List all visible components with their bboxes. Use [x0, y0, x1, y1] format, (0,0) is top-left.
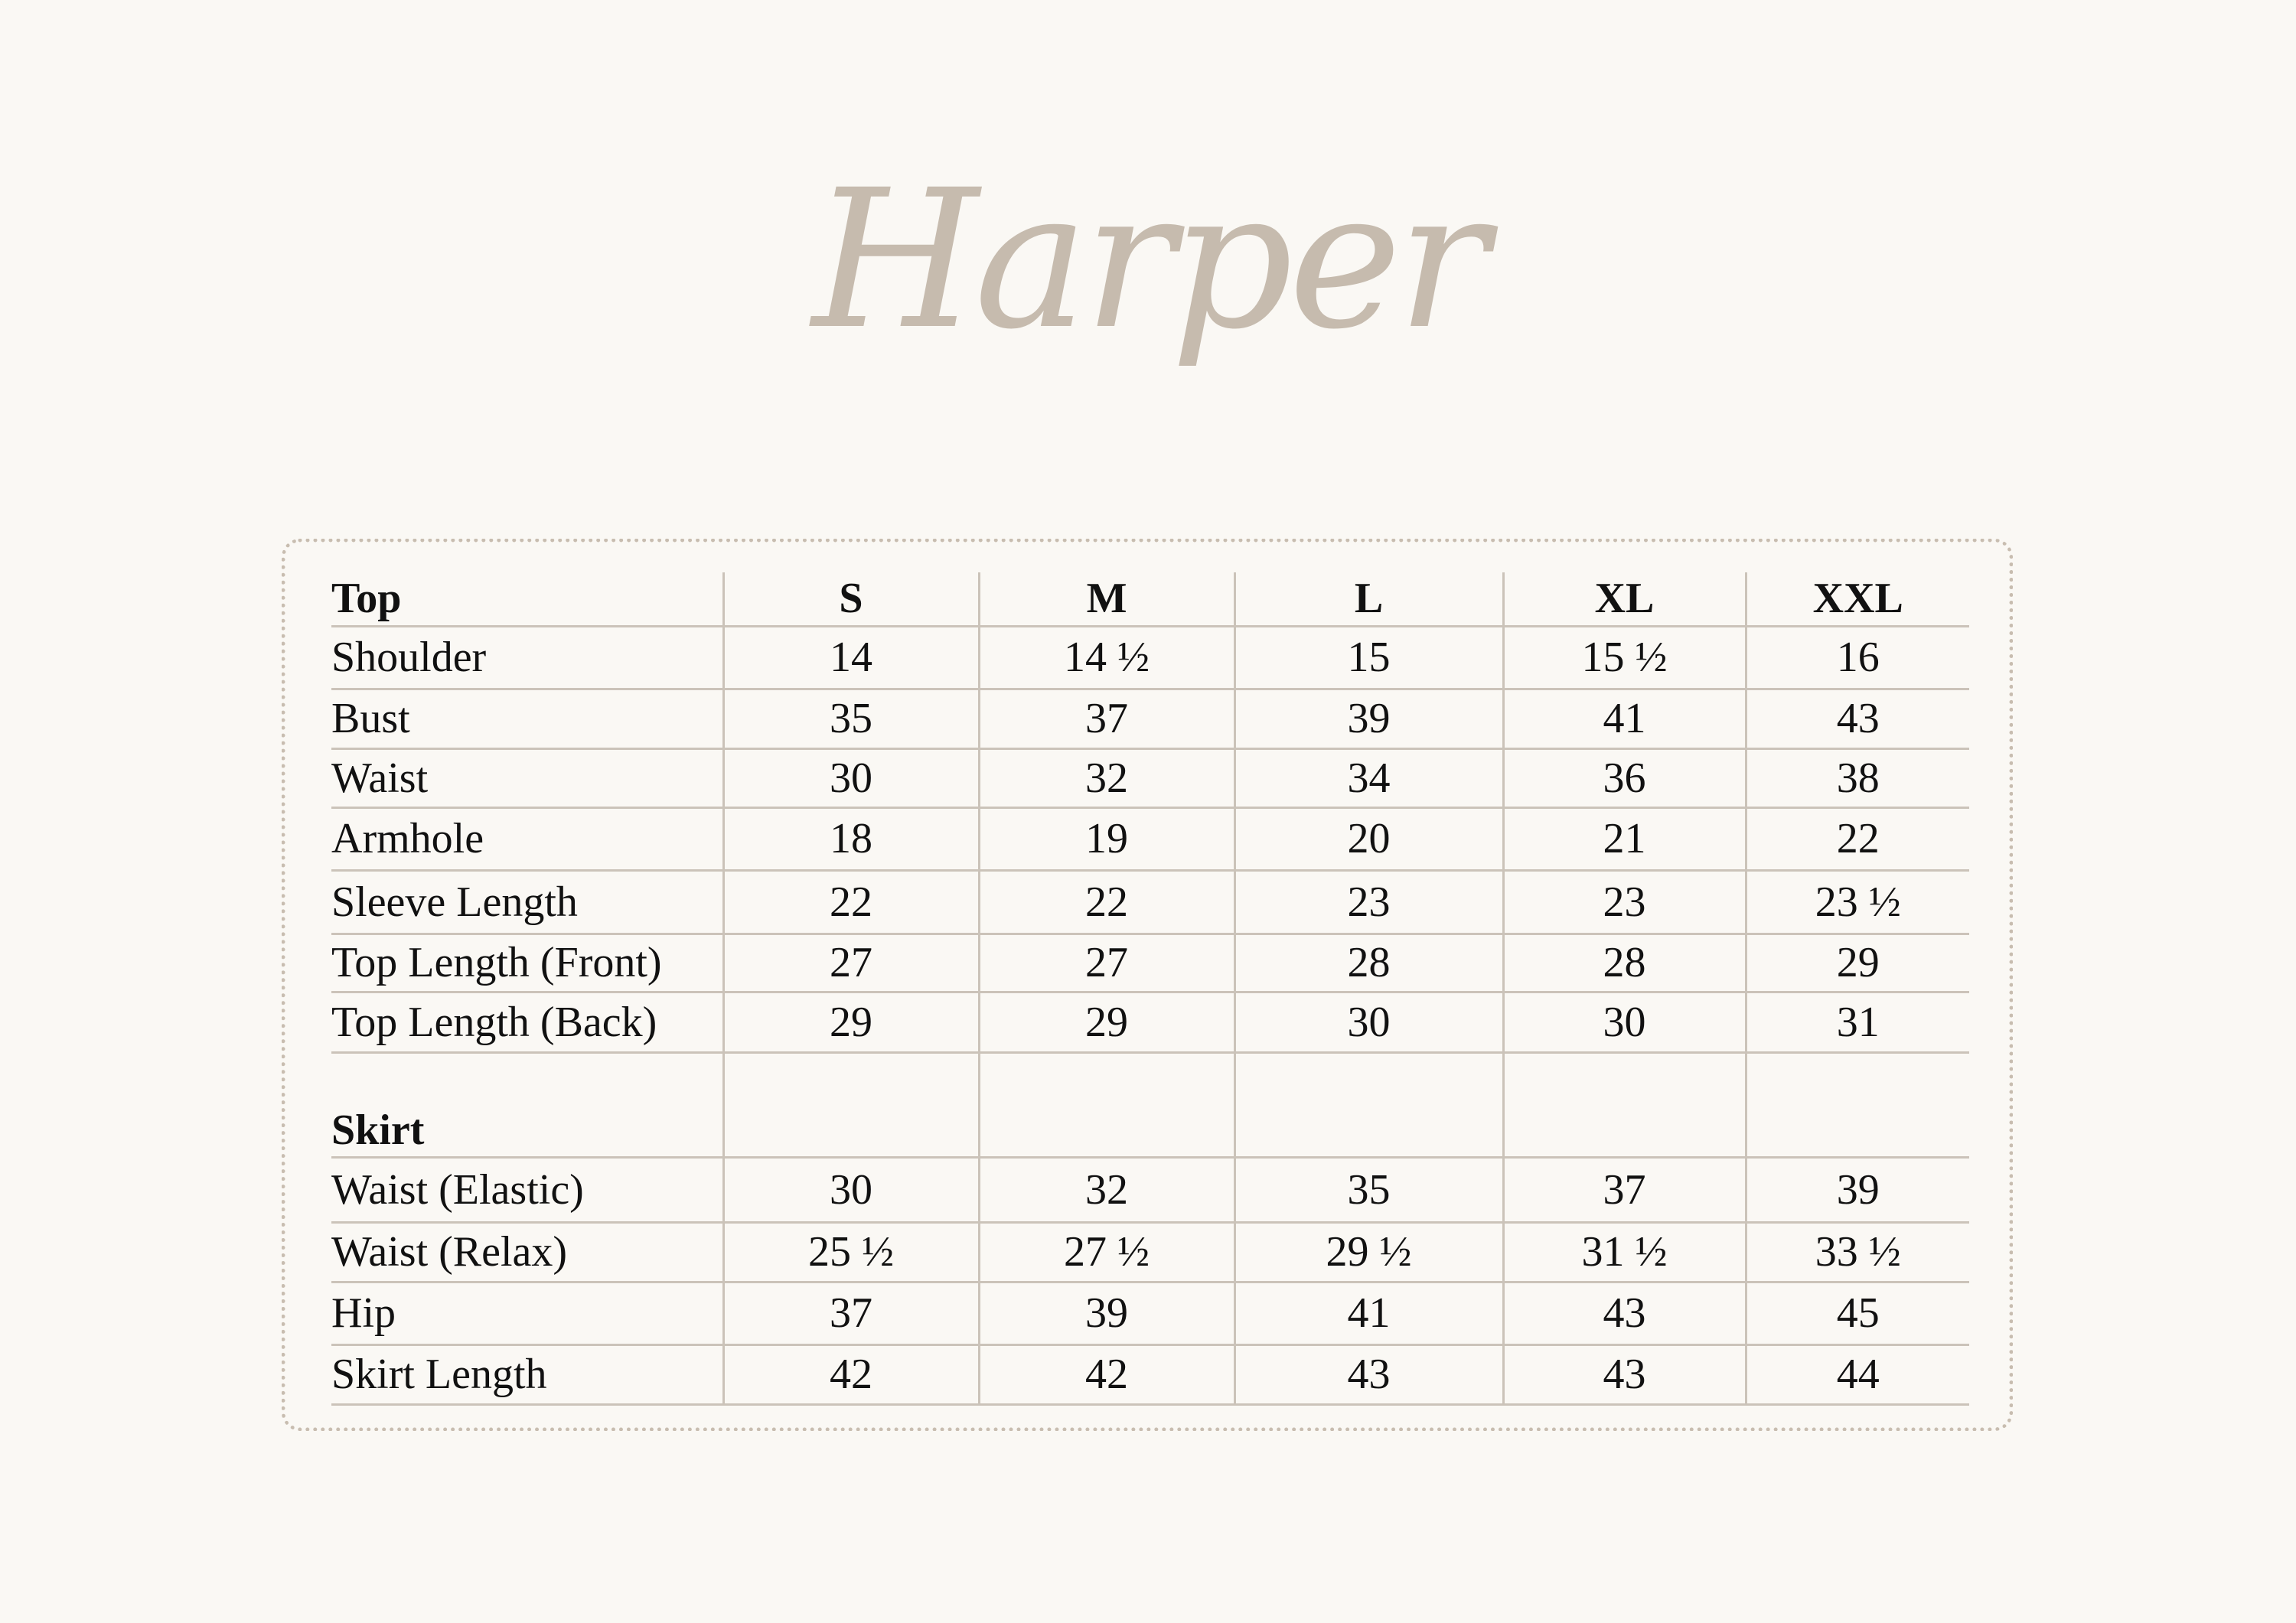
measurement-value-xxl: 31 [1746, 992, 1969, 1052]
measurement-value-m: 14 ½ [979, 626, 1234, 689]
page-title: Harper [811, 148, 1485, 371]
table-row [331, 1282, 1969, 1344]
measurement-value-m: 32 [979, 748, 1234, 807]
size-header-s: S [723, 572, 979, 626]
section-heading-skirt: Skirt [331, 1052, 723, 1157]
empty-cell [1746, 1052, 1969, 1157]
measurement-value-xxl: 43 [1746, 689, 1969, 748]
measurement-label: Hip [331, 1282, 723, 1344]
measurement-value-l: 20 [1234, 807, 1503, 870]
measurement-value-xl: 21 [1503, 807, 1746, 870]
measurement-value-l: 34 [1234, 748, 1503, 807]
size-chart-table [331, 572, 1969, 1406]
measurement-value-m: 37 [979, 689, 1234, 748]
measurement-value-s: 22 [723, 870, 979, 934]
measurement-value-xl: 37 [1503, 1157, 1746, 1222]
measurement-value-s: 35 [723, 689, 979, 748]
table-row [331, 1222, 1969, 1282]
measurement-value-xl: 43 [1503, 1282, 1746, 1344]
measurement-value-xl: 23 [1503, 870, 1746, 934]
measurement-value-l: 28 [1234, 934, 1503, 992]
table-row [331, 870, 1969, 934]
measurement-value-s: 30 [723, 748, 979, 807]
measurement-label: Top Length (Back) [331, 992, 723, 1052]
measurement-value-m: 42 [979, 1344, 1234, 1404]
measurement-value-s: 25 ½ [723, 1222, 979, 1282]
section-heading-top: Top [331, 572, 723, 626]
measurement-value-s: 27 [723, 934, 979, 992]
table-row [331, 1157, 1969, 1222]
measurement-label: Waist (Elastic) [331, 1157, 723, 1222]
measurement-value-m: 22 [979, 870, 1234, 934]
header-row [331, 572, 1969, 626]
measurement-value-l: 30 [1234, 992, 1503, 1052]
measurement-value-l: 43 [1234, 1344, 1503, 1404]
measurement-value-l: 35 [1234, 1157, 1503, 1222]
measurement-value-s: 18 [723, 807, 979, 870]
size-header-l: L [1234, 572, 1503, 626]
measurement-value-s: 30 [723, 1157, 979, 1222]
size-chart-body [331, 572, 1969, 1404]
table-row [331, 748, 1969, 807]
measurement-value-xxl: 44 [1746, 1344, 1969, 1404]
measurement-value-xl: 30 [1503, 992, 1746, 1052]
size-header-xxl: XXL [1746, 572, 1969, 626]
measurement-label: Waist [331, 748, 723, 807]
measurement-value-xl: 15 ½ [1503, 626, 1746, 689]
table-row [331, 626, 1969, 689]
measurement-value-s: 42 [723, 1344, 979, 1404]
table-row [331, 807, 1969, 870]
measurement-value-xl: 31 ½ [1503, 1222, 1746, 1282]
measurement-value-xxl: 23 ½ [1746, 870, 1969, 934]
measurement-value-m: 27 ½ [979, 1222, 1234, 1282]
measurement-label: Top Length (Front) [331, 934, 723, 992]
measurement-value-xl: 36 [1503, 748, 1746, 807]
measurement-value-xl: 28 [1503, 934, 1746, 992]
measurement-label: Shoulder [331, 626, 723, 689]
measurement-value-m: 27 [979, 934, 1234, 992]
measurement-value-m: 32 [979, 1157, 1234, 1222]
measurement-value-l: 39 [1234, 689, 1503, 748]
measurement-label: Armhole [331, 807, 723, 870]
measurement-value-xxl: 45 [1746, 1282, 1969, 1344]
measurement-value-m: 39 [979, 1282, 1234, 1344]
measurement-label: Waist (Relax) [331, 1222, 723, 1282]
measurement-label: Sleeve Length [331, 870, 723, 934]
empty-cell [723, 1052, 979, 1157]
measurement-value-s: 29 [723, 992, 979, 1052]
measurement-value-s: 14 [723, 626, 979, 689]
table-row [331, 992, 1969, 1052]
measurement-value-xxl: 22 [1746, 807, 1969, 870]
measurement-value-xxl: 38 [1746, 748, 1969, 807]
measurement-value-xxl: 33 ½ [1746, 1222, 1969, 1282]
measurement-value-xxl: 16 [1746, 626, 1969, 689]
measurement-value-xxl: 29 [1746, 934, 1969, 992]
table-row [331, 934, 1969, 992]
measurement-value-l: 41 [1234, 1282, 1503, 1344]
measurement-value-l: 23 [1234, 870, 1503, 934]
table-row [331, 689, 1969, 748]
measurement-value-m: 19 [979, 807, 1234, 870]
measurement-value-xxl: 39 [1746, 1157, 1969, 1222]
measurement-value-l: 29 ½ [1234, 1222, 1503, 1282]
measurement-value-m: 29 [979, 992, 1234, 1052]
section-row-skirt [331, 1052, 1969, 1157]
measurement-value-s: 37 [723, 1282, 979, 1344]
table-row [331, 1344, 1969, 1404]
measurement-value-xl: 43 [1503, 1344, 1746, 1404]
measurement-value-l: 15 [1234, 626, 1503, 689]
size-header-m: M [979, 572, 1234, 626]
empty-cell [1234, 1052, 1503, 1157]
empty-cell [979, 1052, 1234, 1157]
measurement-value-xl: 41 [1503, 689, 1746, 748]
size-header-xl: XL [1503, 572, 1746, 626]
empty-cell [1503, 1052, 1746, 1157]
measurement-label: Bust [331, 689, 723, 748]
measurement-label: Skirt Length [331, 1344, 723, 1404]
